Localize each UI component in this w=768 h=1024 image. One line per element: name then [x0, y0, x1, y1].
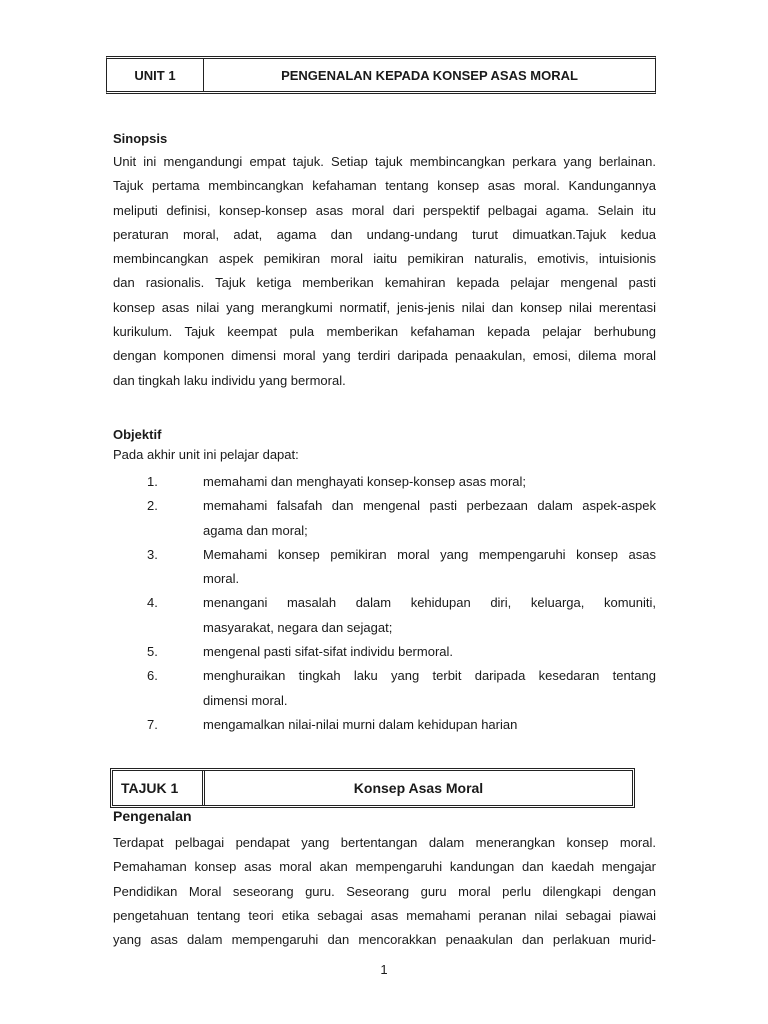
sinopsis-line: dan rasionalis. Tajuk ketiga memberikan kemahiran kepada pelajar mengenal pasti [113, 275, 656, 291]
sinopsis-paragraph [113, 150, 656, 393]
sinopsis-line: Unit ini mengandungi empat tajuk. Setiap tajuk membincangkan perkara yang berlainan. [113, 154, 656, 169]
list-item-number: 5. [147, 644, 158, 660]
list-item [113, 640, 656, 664]
list-item-number: 2. [147, 498, 158, 514]
list-item-number: 4. [147, 595, 158, 611]
list-item-text: moral. [203, 571, 240, 587]
unit-label: UNIT 1 [107, 59, 204, 91]
list-item [113, 591, 656, 640]
pengenalan-paragraph [113, 831, 656, 952]
list-item-text: mengenal pasti sifat-sifat individu bermoral. [203, 644, 454, 660]
list-item-text: menghuraikan tingkah laku yang terbit daripada kesedaran tentang [203, 668, 656, 684]
list-item-text: menangani masalah dalam kehidupan diri, keluarga, komuniti, [203, 595, 656, 611]
sinopsis-line: dan tingkah laku individu yang bermoral. [113, 372, 346, 388]
sinopsis-heading: Sinopsis [113, 131, 168, 146]
objektif-heading: Objektif [113, 427, 162, 442]
tajuk-header-box [110, 768, 635, 808]
list-item [113, 664, 656, 713]
sinopsis-line: peraturan moral, adat, agama dan undang-undang turut dimuatkan.Tajuk kedua [113, 226, 656, 242]
list-item-text: agama dan moral; [203, 522, 308, 538]
unit-title: PENGENALAN KEPADA KONSEP ASAS MORAL [281, 67, 578, 83]
list-item-text: memahami dan menghayati konsep-konsep asas moral; [203, 474, 527, 489]
pengenalan-line: pengetahuan tentang teori etika sebagai asas memahami peranan nilai sebagai piawai [113, 907, 656, 923]
list-item-text: mengamalkan nilai-nilai murni dalam kehidupan harian [203, 716, 518, 732]
pengenalan-line: Terdapat pelbagai pendapat yang bertentangan dalam menerangkan konsep moral. [113, 835, 656, 850]
sinopsis-line: dengan komponen dimensi moral yang terdiri daripada penaakulan, emosi, dilema moral [113, 348, 656, 364]
list-item [113, 543, 656, 592]
pengenalan-heading: Pengenalan [113, 808, 192, 824]
pengenalan-line: yang asas dalam mempengaruhi dan mencorakkan penaakulan dan perlakuan murid- [113, 932, 656, 948]
list-item-number: 6. [147, 668, 158, 684]
objektif-intro: Pada akhir unit ini pelajar dapat: [113, 447, 299, 462]
list-item [113, 470, 656, 494]
list-item [113, 713, 656, 737]
sinopsis-line: konsep asas nilai yang merangkumi normatif, jenis-jenis nilai dan konsep nilai merentasi [113, 299, 656, 315]
tajuk-label: TAJUK 1 [113, 771, 205, 805]
list-item-text: dimensi moral. [203, 692, 288, 708]
list-item-text: memahami falsafah dan mengenal pasti perbezaan dalam aspek-aspek [203, 498, 656, 514]
sinopsis-line: kurikulum. Tajuk keempat pula memberikan kefahaman kepada pelajar berhubung [113, 324, 656, 340]
list-item-text: Memahami konsep pemikiran moral yang mempengaruhi konsep asas [203, 546, 656, 562]
tajuk-title: Konsep Asas Moral [353, 780, 484, 796]
list-item-number: 7. [147, 716, 158, 732]
pengenalan-line: Pendidikan Moral seseorang guru. Seseorang guru moral perlu dilengkapi dengan [113, 883, 656, 899]
list-item [113, 494, 656, 543]
sinopsis-line: meliputi definisi, konsep-konsep asas moral dari perspektif pelbagai agama. Selain itu [113, 202, 656, 218]
sinopsis-line: Tajuk pertama membincangkan kefahaman tentang konsep asas moral. Kandungannya [113, 178, 656, 194]
list-item-text: masyarakat, negara dan sejagat; [203, 619, 393, 635]
sinopsis-line: membincangkan aspek pemikiran moral iaitu pemikiran naturalis, emotivis, intuisionis [113, 251, 656, 267]
list-item-number: 3. [147, 546, 158, 562]
list-item-number: 1. [147, 474, 158, 489]
page-number: 1 [380, 962, 388, 977]
pengenalan-line: Pemahaman konsep asas moral akan mempengaruhi kandungan dan kaedah mengajar [113, 859, 656, 875]
unit-header-box [106, 56, 656, 94]
objektif-list [113, 470, 656, 737]
